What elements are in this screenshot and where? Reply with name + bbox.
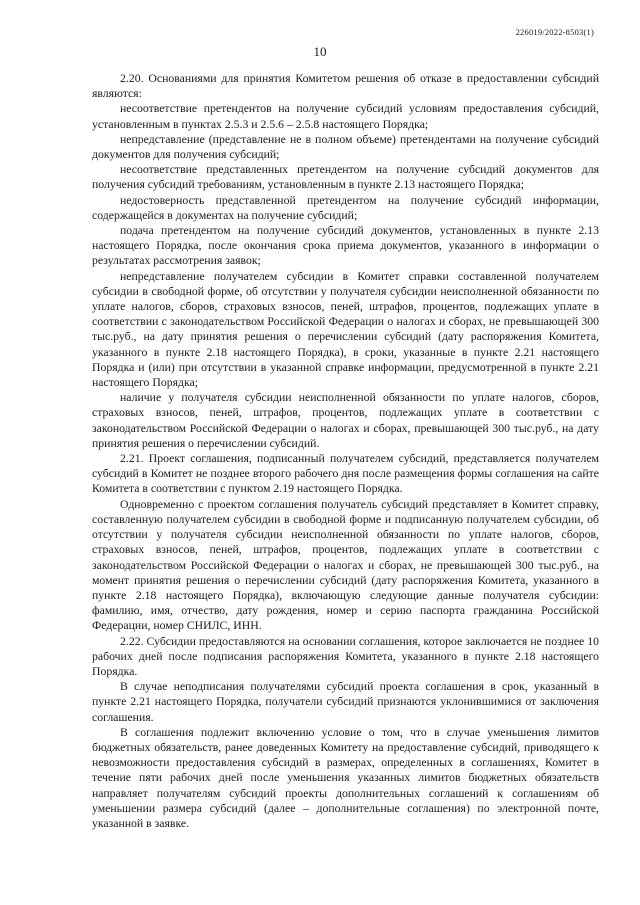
paragraph-ground-no-certificate: непредставление получателем субсидии в Комитет справки составленной получателем субсидии в свободной форме, об отсутствии у получателя субсидии неисполненной обязанности по уплате налогов, сборов, страховых взносов, пеней, штрафов, процентов, подлежащих уплате в соответствии с законодательством Российской Федерации о налогах и сборах, не превышающей 300 тыс.руб., на дату принятия решения о перечислении субсидий (дату распоряжения Комитета, указанного в пункте 2.18 настоящего Порядка), в сроки, указанные в пункте 2.21 настоящего Порядка и (или) при отсутствии в указанной справке информации, предусмотренной в пункте 2.21 настоящего Порядка; [92,269,599,390]
paragraph-ground-inaccuracy: недостоверность представленной претендентом на получение субсидий информации, содержащейся в документах на получение субсидий; [92,193,599,222]
paragraph-2-20: 2.20. Основаниями для принятия Комитетом решения об отказе в предоставлении субсидий являются: [92,72,599,101]
paragraph-ground-document-mismatch: несоответствие представленных претендентом на получение субсидий документов для получения субсидий требованиям, установленным в пункте 2.13 настоящего Порядка; [92,163,599,192]
paragraph-2-21: 2.21. Проект соглашения, подписанный получателем субсидий, представляется получателем субсидий в Комитет не позднее второго рабочего дня после размещения формы соглашения на сайте Комитета в соответствии с пунктом 2.19 настоящего Порядка. [92,452,599,496]
document-body [92,71,599,831]
paragraph-limits-reduction: В соглашения подлежит включению условие о том, что в случае уменьшения лимитов бюджетных обязательств, ранее доведенных Комитету на предоставление субсидий, приводящего к невозможности предоставления субсидий в размерах, определенных в соглашениях, Комитет в течение пяти рабочих дней после уменьшения указанных лимитов бюджетных обязательств направляет получателям субсидий проекты дополнительных соглашений к соглашениям об уменьшении размера субсидий (далее – дополнительные соглашения) по электронной почте, указанной в заявке. [92,725,599,830]
paragraph-ground-nonconformity: несоответствие претендентов на получение субсидий условиям предоставления субсидий, установленным в пунктах 2.5.3 и 2.5.6 – 2.5.8 настоящего Порядка; [92,102,599,131]
paragraph-ground-nonsubmission: непредставление (представление не в полном объеме) претендентами на получение субсидий документов для получения субсидий; [92,132,599,162]
page-number: 10 [313,44,327,59]
paragraph-ground-tax-debt: наличие у получателя субсидии неисполненной обязанности по уплате налогов, сборов, страховых взносов, пеней, штрафов, процентов, подлежащих уплате в соответствии с законодательством Российской Федерации о налогах и сборах, превышающей 300 тыс.руб., на дату принятия решения о перечислении субсидий. [92,391,599,450]
paragraph-certificate-requirements: Одновременно с проектом соглашения получатель субсидий представляет в Комитет справку, составленную получателем субсидии в свободной форме и подписанную получателем субсидии, об отсутствии у получателя субсидии неисполненной обязанности по уплате налогов, сборов, страховых взносов, пеней, штрафов, процентов, подлежащих уплате в соответствии с законодательством Российской Федерации о налогах и сборах, не превышающей 300 тыс.руб., на момент принятия решения о перечислении субсидий (дату распоряжения Комитета, указанного в пункте 2.18 настоящего Порядка), включающую следующие данные получателя субсидии: фамилию, имя, отчество, дату рождения, номер и серию паспорта гражданина Российской Федерации, номер СНИЛС, ИНН. [92,497,599,633]
document-registration-number: 226019/2022-8503(1) [515,27,594,37]
paragraph-ground-late-submission: подача претендентом на получение субсидий документов, установленных в пункте 2.13 настоящего Порядка, после окончания срока приема документов, указанного в информации о результатах рассмотрения заявок; [92,224,599,268]
paragraph-2-22: 2.22. Субсидии предоставляются на основании соглашения, которое заключается не позднее 10 рабочих дней после подписания распоряжения Комитета, указанного в пункте 2.18 настоящего Порядка. [92,634,599,678]
paragraph-non-signing: В случае неподписания получателями субсидий проекта соглашения в срок, указанный в пункте 2.21 настоящего Порядка, получатели субсидий признаются уклонившимися от заключения соглашения. [92,680,599,724]
